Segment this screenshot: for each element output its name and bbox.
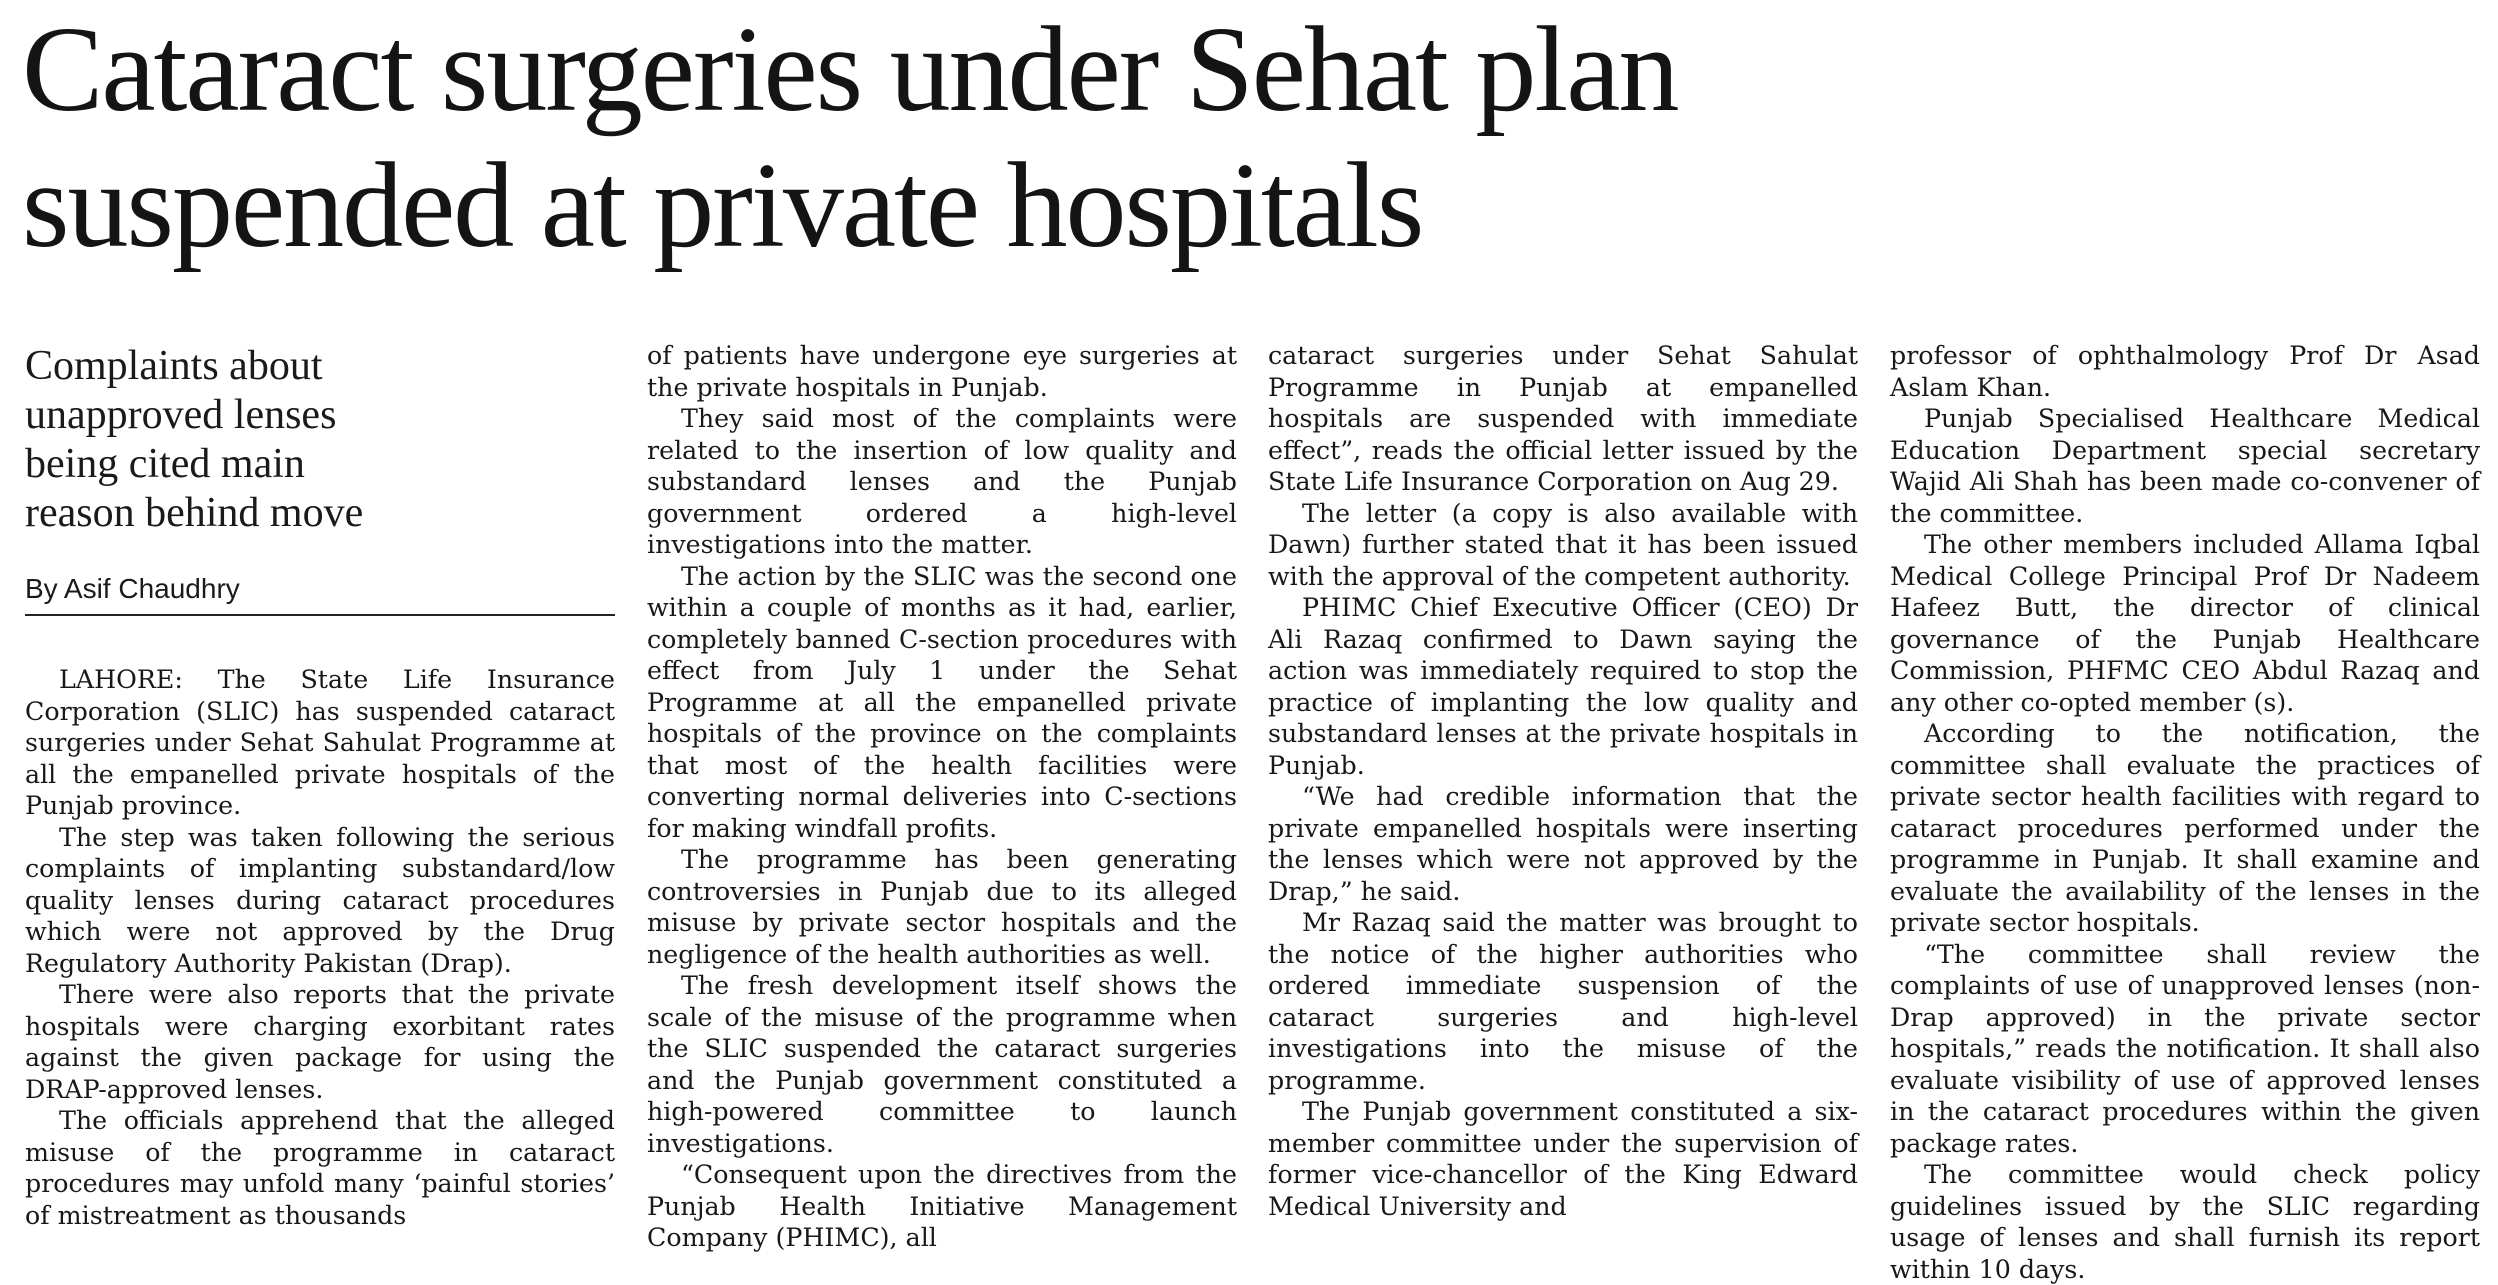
paragraph: of patients have undergone eye surgeries at the private hospitals in Punjab. <box>647 341 1237 402</box>
paragraph: The action by the SLIC was the second one within a couple of months as it had, earlier, completely banned C-section procedures with effect from July 1 under the Sehat Programme at all the empanelled private hospitals of the province on the complaints that most of the health facilities were converting normal deliveries into C-sections for making windfall profits. <box>647 561 1237 843</box>
paragraph: The other members included Allama Iqbal Medical College Principal Prof Dr Nadeem Hafeez Butt, the director of clinical governance of the Punjab Healthcare Commission, PHFMC CEO Abdul Razaq and any other co-opted member (s). <box>1890 530 2480 717</box>
paragraph: According to the notification, the committee shall evaluate the practices of private sector health facilities with regard to cataract procedures performed under the programme in Punjab. It shall examine and evaluate the availability of the lenses in the private sector hospitals. <box>1890 719 2480 937</box>
byline: By Asif Chaudhry <box>25 572 615 616</box>
paragraph: The step was taken following the serious complaints of implanting substandard/low quality lenses during cataract procedures which were not approved by the Drug Regulatory Authority Pakistan (Drap). <box>25 822 615 978</box>
paragraph: The programme has been generating controversies in Punjab due to its alleged misuse by private sector hospitals and the negligence of the health authorities as well. <box>647 845 1237 969</box>
deck-line: Complaints about <box>25 343 323 389</box>
paragraph: Punjab Specialised Healthcare Medical Education Department special secretary Wajid Ali Shah has been made co-convener of the committee. <box>1890 404 2480 528</box>
headline-line: suspended at private hospitals <box>22 138 1423 273</box>
paragraph: “The committee shall review the complaints of use of unapproved lenses (non-Drap approved) in the private sector hospitals,” reads the notification. It shall also evaluate visibility of use of approved lenses in the cataract procedures within the given package rates. <box>1890 939 2480 1158</box>
paragraph: The Punjab government constituted a six-member committee under the supervision of former vice-chancellor of the King Edward Medical University and <box>1268 1097 1858 1221</box>
deck <box>25 342 615 538</box>
column-1 <box>25 340 615 1231</box>
paragraph: The fresh development itself shows the scale of the misuse of the programme when the SLIC suspended the cataract surgeries and the Punjab government constituted a high-powered committee to launch investigations. <box>647 971 1237 1158</box>
deck-line: unapproved lenses <box>25 392 337 438</box>
paragraph: There were also reports that the private hospitals were charging exorbitant rates against the given package for using the DRAP-approved lenses. <box>25 980 615 1104</box>
paragraph: cataract surgeries under Sehat Sahulat Programme in Punjab at empanelled hospitals are suspended with immediate effect”, reads the official letter issued by the State Life Insurance Corporation on Aug 29. <box>1268 341 1858 496</box>
headline-line: Cataract surgeries under Sehat plan <box>22 2 1678 137</box>
deck-line: reason behind move <box>25 490 364 536</box>
paragraph: They said most of the complaints were related to the insertion of low quality and substandard lenses and the Punjab government ordered a high-level investigations into the matter. <box>647 404 1237 559</box>
column-4 <box>1890 340 2480 1285</box>
column-2 <box>647 340 1237 1254</box>
paragraph: The letter (a copy is also available with Dawn) further stated that it has been issued with the approval of the competent authority. <box>1268 498 1858 591</box>
column-3 <box>1268 340 1858 1222</box>
headline <box>22 2 2482 274</box>
paragraph: “We had credible information that the private empanelled hospitals were inserting the lenses which were not approved by the Drap,” he said. <box>1268 782 1858 906</box>
paragraph: LAHORE: The State Life Insurance Corporation (SLIC) has suspended cataract surgeries under Sehat Sahulat Programme at all the empanelled private hospitals of the Punjab province. <box>25 665 615 820</box>
paragraph: The officials apprehend that the alleged misuse of the programme in cataract procedures may unfold many ‘painful stories’ of mistreatment as thousands <box>25 1106 615 1230</box>
paragraph: The committee would check policy guidelines issued by the SLIC regarding usage of lenses and shall furnish its report within 10 days. <box>1890 1160 2480 1284</box>
paragraph: PHIMC Chief Executive Officer (CEO) Dr Ali Razaq confirmed to Dawn saying the action was immediately required to stop the practice of implanting the low quality and substandard lenses at the private hospitals in Punjab. <box>1268 593 1858 780</box>
column-1-body <box>25 664 615 1231</box>
paragraph: “Consequent upon the directives from the Punjab Health Initiative Management Company (PHIMC), all <box>647 1160 1237 1252</box>
paragraph: professor of ophthalmology Prof Dr Asad Aslam Khan. <box>1890 341 2480 402</box>
deck-line: being cited main <box>25 441 305 487</box>
paragraph: Mr Razaq said the matter was brought to the notice of the higher authorities who ordered immediate suspension of the cataract surgeries and high-level investigations into the misuse of the programme. <box>1268 908 1858 1095</box>
